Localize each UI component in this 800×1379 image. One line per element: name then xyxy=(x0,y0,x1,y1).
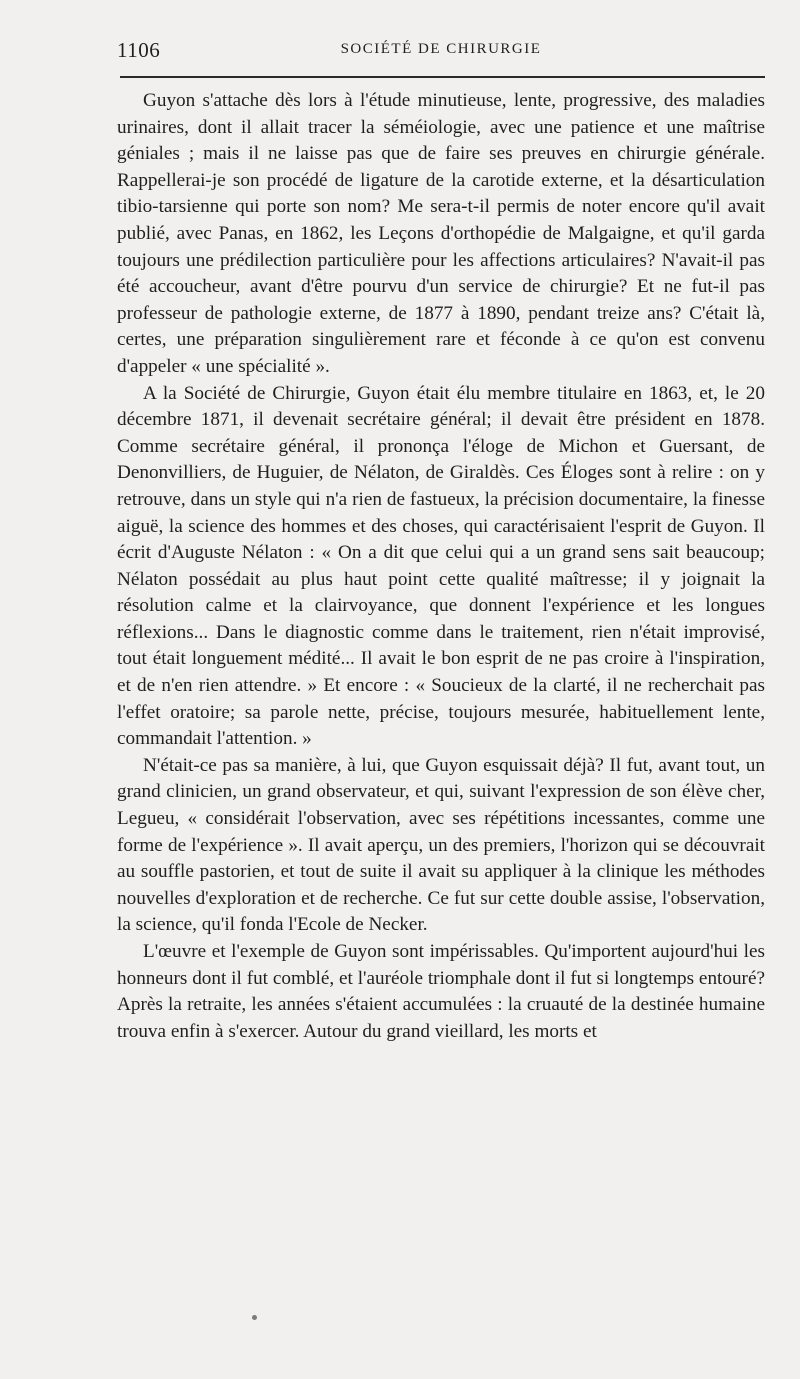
ink-speck xyxy=(252,1315,257,1320)
paragraph-legacy: L'œuvre et l'exemple de Guyon sont impérissables. Qu'importent aujourd'hui les honneurs dont il fut comblé, et l'auréole triomphale dont il fut si longtemps entouré? Après la retraite, les années s'étaient accumulées : la cruauté de la destinée humaine trouva enfin à s'exercer. Autour du grand vieillard, les morts et xyxy=(117,941,765,1042)
running-title: SOCIÉTÉ DE CHIRURGIE xyxy=(340,41,542,57)
paragraph-clinician: N'était-ce pas sa manière, à lui, que Guyon esquissait déjà? Il fut, avant tout, un grand clinicien, un grand observateur, et qui, suivant l'expression de son élève cher, Legueu, « considérait l'observation, avec ses répétitions incessantes, comme une forme de l'expérience ». Il avait aperçu, un des premiers, l'horizon qui se découvrait au souffle pastorien, et tout de suite il avait su appliquer à la clinique les méthodes nouvelles d'exploration et de recherche. Ce fut sur cette double assise, l'observation, la science, qu'il fonda l'Ecole de Necker. xyxy=(117,754,765,936)
page-number: 1106 xyxy=(117,38,161,62)
paragraph-societe-chirurgie: A la Société de Chirurgie, Guyon était élu membre titulaire en 1863, et, le 20 décembre 1871, il devenait secrétaire général; il devait être président en 1878. Comme secrétaire général, il prononça l'éloge de Michon et Guersant, de Denonvilliers, de Huguier, de Nélaton, de Giraldès. Ces Éloges sont à relire : on y retrouve, dans un style qui n'a rien de fastueux, la précision documentaire, la finesse aiguë, la science des hommes et des choses, qui caractérisaient l'esprit de Guyon. Il écrit d'Auguste Nélaton : « On a dit que celui qui a un grand sens sait beaucoup; Nélaton possédait au plus haut point cette qualité maîtresse; il y joignait la résolution calme et la clairvoyance, que donnent l'expérience et les longues réflexions... Dans le diagnostic comme dans le traitement, rien n'était improvisé, tout était longuement médité... Il avait le bon esprit de ne pas croire à l'inspiration, et de n'en rien attendre. » Et encore : « Soucieux de la clarté, il ne recherchait pas l'effet oratoire; sa parole nette, précise, toujours mesurée, habituellement lente, commandait l'attention. » xyxy=(117,382,765,750)
header-rule xyxy=(120,76,765,78)
paragraph-guyon-urinary: Guyon s'attache dès lors à l'étude minutieuse, lente, progressive, des maladies urinaires, dont il allait tracer la séméiologie, avec une patience et une maîtrise géniales ; mais il ne laisse pas que de faire ses preuves en chirurgie générale. Rappellerai-je son procédé de ligature de la carotide externe, et la désarticulation tibio-tarsienne qui porte son nom? Me sera-t-il permis de noter encore qu'il avait publié, avec Panas, en 1862, les Leçons d'orthopédie de Malgaigne, et qu'il garda toujours une prédilection particulière pour les affections articulaires? N'avait-il pas été accoucheur, avant d'être pourvu d'un service de chirurgie? Et ne fut-il pas professeur de pathologie externe, de 1877 à 1890, pendant treize ans? C'était là, certes, une préparation singulièrement rare et féconde à ce qu'on est convenu d'appeler « une spécialité ». xyxy=(117,90,765,377)
running-head xyxy=(117,38,765,62)
body-text xyxy=(117,88,765,1045)
